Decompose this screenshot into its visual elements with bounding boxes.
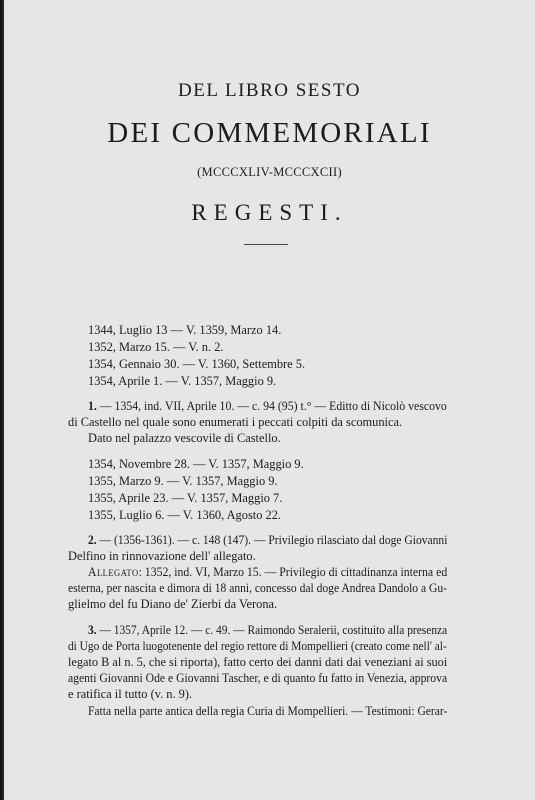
- entry-1-line-3: Dato nel palazzo vescovile di Castello.: [88, 431, 281, 445]
- entry-number: 1.: [88, 399, 97, 413]
- entry-text: — (1356-1361). — c. 148 (147). — Privilegio rilasciato dal doge Giovanni: [96, 533, 448, 547]
- entry-text: — 1357, Aprile 12. — c. 49. — Raimondo Seralerii, costituito alla presenza: [96, 623, 448, 637]
- entry-3-line-6: Fatta nella parte antica della regia Curia di Mompellieri. — Testimoni: Gerar-: [88, 704, 448, 718]
- entry-2-line-2: Delfino in rinnovazione dell' allegato.: [68, 549, 256, 563]
- index-line: 1355, Marzo 9. — V. 1357, Maggio 9.: [88, 474, 278, 488]
- entry-1-line-2: di Castello nel quale sono enumerati i peccati colpiti da scomunica.: [68, 415, 403, 429]
- entry-number: 3.: [88, 623, 97, 637]
- index-line: 1354, Aprile 1. — V. 1357, Maggio 9.: [88, 374, 277, 388]
- entry-text: — 1354, ind. VII, Aprile 10. — c. 94 (95) t.° — Editto di Nicolò vescovo: [96, 399, 447, 413]
- entry-2-line-5: glielmo del fu Diano de' Zierbi da Verona.: [68, 597, 278, 611]
- heading-line-1: DEL LIBRO SESTO: [178, 80, 361, 101]
- heading-date-range: (MCCCXLIV-MCCCXCII): [197, 165, 342, 179]
- heading-regesti: REGESTI.: [191, 200, 348, 225]
- entry-3-line-2: di Ugo de Porta luogotenente del regio rettore di Mompellieri (creato come nell' al-: [68, 639, 447, 653]
- entry-3-line-4: agenti Giovanni Ode e Giovanni Tascher, e di quanto fu fatto in Venezia, approva: [68, 671, 448, 685]
- entry-number: 2.: [88, 533, 97, 547]
- section-divider: [244, 244, 288, 245]
- entry-1-line-1: [88, 398, 447, 414]
- heading-title: DEI COMMEMORIALI: [107, 117, 432, 149]
- entry-text: : 1352, ind. VI, Marzo 15. — Privilegio di cittadinanza interna ed: [138, 565, 448, 579]
- index-line: 1352, Marzo 15. — V. n. 2.: [88, 340, 224, 354]
- index-line: 1344, Luglio 13 — V. 1359, Marzo 14.: [88, 323, 282, 337]
- entry-2-line-3: [88, 564, 447, 580]
- index-line: 1354, Gennaio 30. — V. 1360, Settembre 5.: [88, 357, 306, 371]
- entry-3-line-5: e ratifica il tutto (v. n. 9).: [68, 687, 193, 701]
- index-line: 1354, Novembre 28. — V. 1357, Maggio 9.: [88, 457, 304, 471]
- entry-3-line-1: [88, 622, 447, 638]
- document-page: [4, 0, 535, 800]
- entry-2-line-1: [88, 532, 447, 548]
- index-line: 1355, Aprile 23. — V. 1357, Maggio 7.: [88, 491, 283, 505]
- index-line: 1355, Luglio 6. — V. 1360, Agosto 22.: [88, 508, 281, 522]
- entry-3-line-3: legato B al n. 5, che si riporta), fatto certo dei danni dati dai veneziani ai suoi: [68, 655, 448, 669]
- allegato-label: Allegato: [88, 565, 139, 579]
- entry-2-line-4: esterna, per nascita e dimora di 18 anni, concesso dal doge Andrea Dandolo a Gu-: [68, 581, 448, 595]
